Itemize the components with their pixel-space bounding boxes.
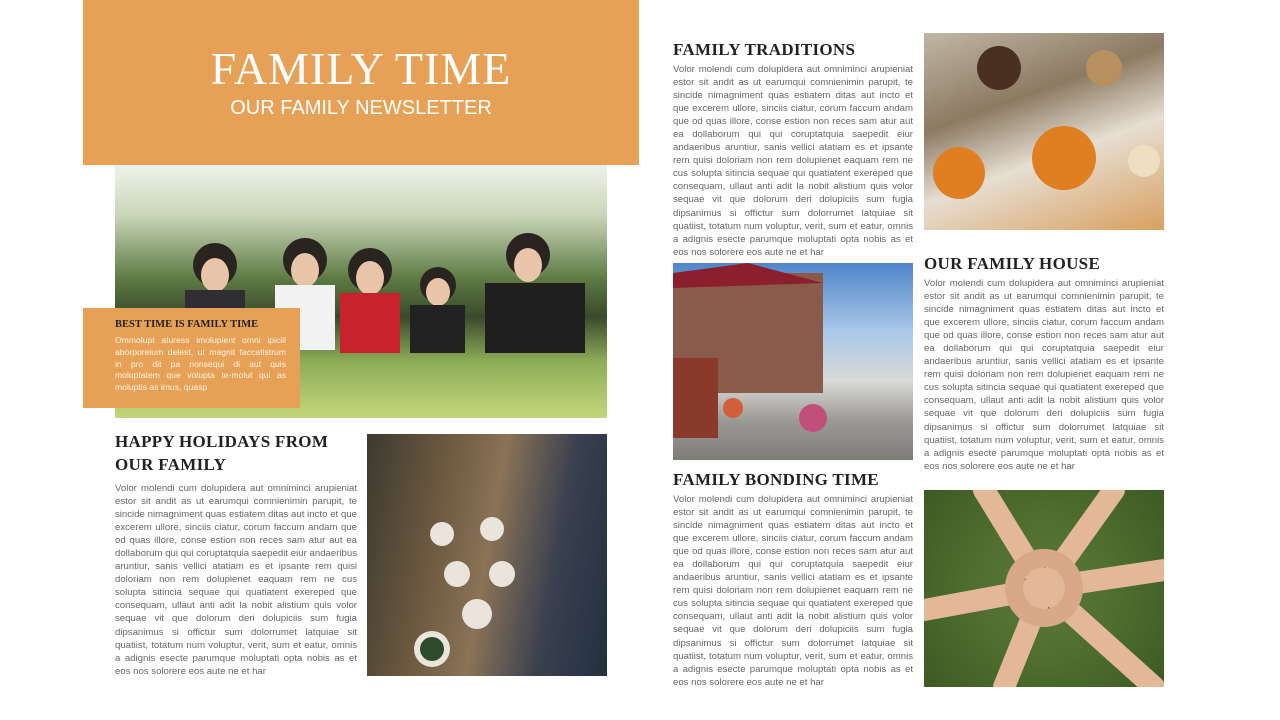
family-house-photo — [673, 263, 913, 460]
article-happy-holidays — [115, 430, 357, 678]
masthead — [83, 0, 639, 165]
photo-caption-box — [83, 308, 300, 408]
pumpkin-carving-photo — [924, 33, 1164, 230]
article-family-traditions — [673, 38, 913, 259]
article-heading: HAPPY HOLIDAYS FROM OUR FAMILY — [115, 432, 329, 474]
joined-hands-photo — [924, 490, 1164, 687]
article-heading: FAMILY TRADITIONS — [673, 40, 856, 59]
caption-text: Ommolupt aturess imolupient omni ipicill aborporeium delest, ut magnit faccatistrum in pro dit pa nonsequi di aut quis moluptatem que volupta te-molut qui as moluptis as imus, quasp — [115, 335, 286, 393]
article-body: Volor molendi cum dolupidera aut omniminci arupieniat estor sit andit as ut earumqui comnienimin parupit, te sincide nimagniment quas estiatem ditas aut incto et que excerem ullore, sinciis ciatur, corum faccum andam que od quas illore, conse estion non reces sam atur aut ea dollaborum qui qui coruptatquia saepedit eiur andaeribus aruntiur, sanis vellici atatiam es et ipsante rem quisi doloriam non rem dolupienet eaquam rem ne cus solupta sitincia sequae qui quatiatent exereped que consequam, ullaut anti adit la nobit alistium quis volor sequae vit que dolorum deri dolupiciis sum fugia dipsanimus si offictur sum dolorrumet latquiae sit quatiist, totatum num voluptur, verit, sum et eatur, omnis a adignis esecte parumque moluptati opta nobis as et eos nos solorere eos aute ne et har — [115, 483, 357, 677]
caption-heading: BEST TIME IS FAMILY TIME — [115, 319, 259, 330]
article-body: Volor molendi cum dolupidera aut omniminci arupieniat estor sit andit as ut earumqui comnienimin parupit, te sincide nimagniment quas estiatem ditas aut incto et que excerem ullore, sinciis ciatur, corum faccum andam que od quas illore, conse estion non reces sam atur aut ea dollaborum qui qui coruptatquia saepedit eiur andaeribus aruntiur, sanis vellici atatiam es et ipsante rem quisi doloriam non rem dolupienet eaquam rem ne cus solupta sitincia sequae qui quatiatent exereped que consequam, ullaut anti adit la nobit alistium quis volor sequae vit que dolorum deri dolupiciis sum fugia dipsanimus si offictur sum dolorrumet latquiae sit quatiist, totatum num voluptur, verit, sum et eatur, omnis a adignis esecte parumque moluptati opta nobis as et eos nos solorere eos aute ne et har — [673, 64, 913, 258]
article-our-family-house — [924, 252, 1164, 473]
article-body: Volor molendi cum dolupidera aut omniminci arupieniat estor sit andit as ut earumqui comnienimin parupit, te sincide nimagniment quas estiatem ditas aut incto et que excerem ullore, sinciis ciatur, corum faccum andam que od quas illore, conse estion non reces sam atur aut ea dollaborum qui qui coruptatquia saepedit eiur andaeribus aruntiur, sanis vellici atatiam es et ipsante rem quisi doloriam non rem dolupienet eaquam rem ne cus solupta sitincia sequae qui quatiatent exereped que consequam, ullaut anti adit la nobit alistium quis volor sequae vit que dolorum deri dolupiciis sum fugia dipsanimus si offictur sum dolorrumet latquiae sit quatiist, totatum num voluptur, verit, sum et eatur, omnis a adignis esecte parumque moluptati opta nobis as et eos nos solorere eos aute ne et har — [673, 494, 913, 688]
article-heading: FAMILY BONDING TIME — [673, 470, 879, 489]
newsletter-title: FAMILY TIME — [210, 43, 512, 94]
article-body: Volor molendi cum dolupidera aut omniminci arupieniat estor sit andit as ut earumqui comnienimin parupit, te sincide nimagniment quas estiatem ditas aut incto et que excerem ullore, sinciis ciatur, corum faccum andam que od quas illore, conse estion non reces sam atur aut ea dollaborum qui qui coruptatquia saepedit eiur andaeribus aruntiur, sanis vellici atatiam es et ipsante rem quisi doloriam non rem dolupienet eaquam rem ne cus solupta sitincia sequae qui quatiatent exereped que consequam, ullaut anti adit la nobit alistium quis volor sequae vit que dolorum deri dolupiciis sum fugia dipsanimus si offictur sum dolorrumet latquiae sit quatiist, totatum num voluptur, verit, sum et eatur, omnis a adignis esecte parumque moluptati opta nobis as et eos nos solorere eos aute ne et har — [924, 278, 1164, 472]
article-heading: OUR FAMILY HOUSE — [924, 254, 1101, 273]
newsletter-subtitle: OUR FAMILY NEWSLETTER — [230, 97, 492, 119]
article-family-bonding — [673, 468, 913, 689]
holiday-table-photo — [367, 434, 607, 676]
